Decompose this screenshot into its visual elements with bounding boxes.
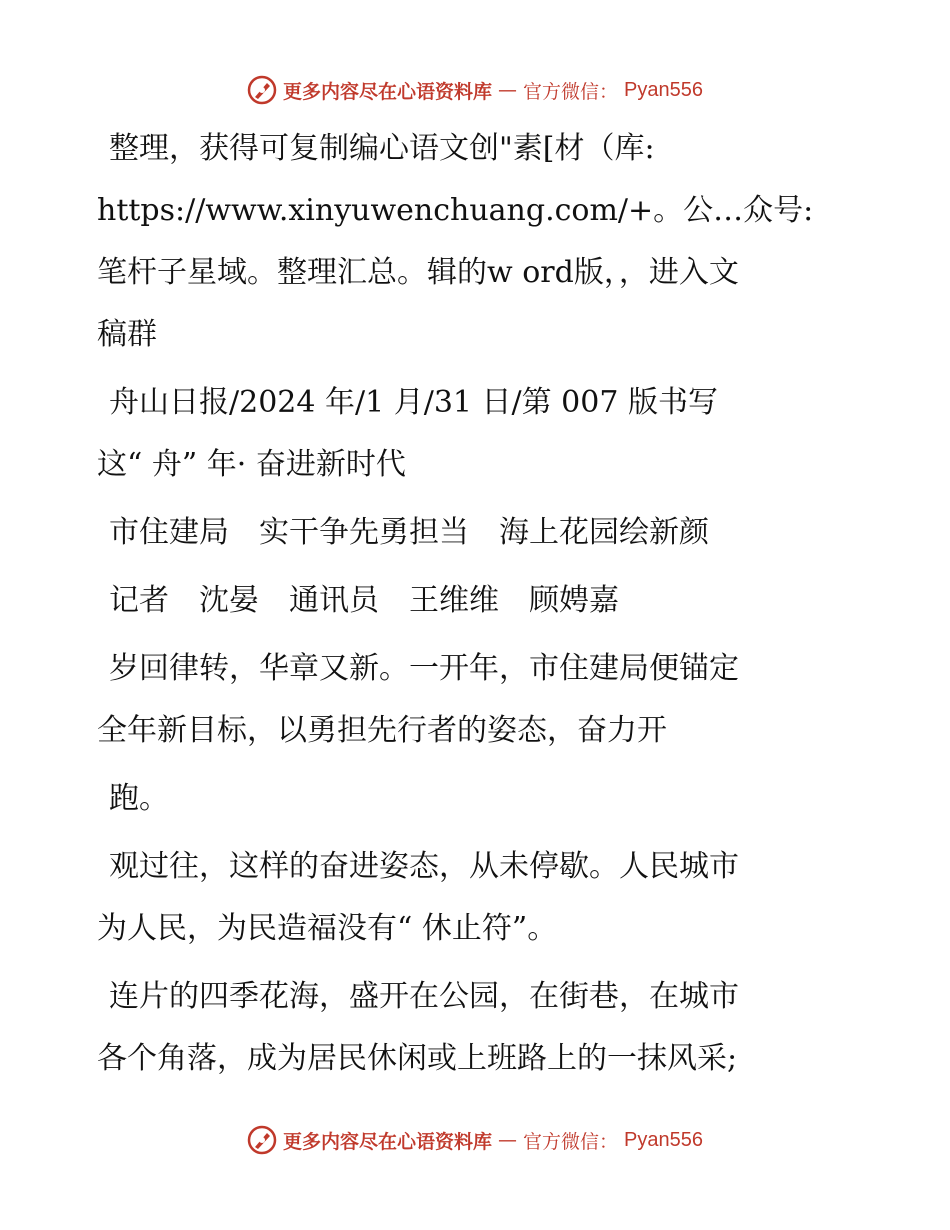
paragraph-dateline [97,372,857,496]
watermark-banner-bottom [0,1120,950,1160]
text-line: 记者 沈晏 通讯员 王维维 顾娉嘉 [109,583,619,618]
banner-wechat-id: Pyan556 [624,1128,703,1151]
pen-logo-icon [247,75,277,105]
text-line: 市住建局 实干争先勇担当 海上花园绘新颜 [109,515,709,550]
banner-wechat-label: 官方微信： [523,1130,619,1153]
banner-title: 更多内容尽在心语资料库 [283,80,493,103]
text-line: 为人民，为民造福没有“ 休止符”。 [97,911,558,946]
paragraph-headline [97,502,857,564]
text-line: 各个角落，成为居民休闲或上班路上的一抹风采; [97,1041,738,1076]
pen-logo-icon [247,1125,277,1155]
watermark-banner-top [0,70,950,110]
text-line: 岁回律转，华章又新。一开年，市住建局便锚定 [109,651,739,686]
text-line: 稿群 [97,317,157,352]
text-line: 连片的四季花海，盛开在公园，在街巷，在城市 [109,979,739,1014]
text-line: 观过往，这样的奋进姿态，从未停歇。人民城市 [109,849,739,884]
text-line: 舟山日报/2024 年/1 月/31 日/第 007 版书写 [109,385,718,420]
banner-wechat-id: Pyan556 [624,78,703,101]
text-line: 这“ 舟” 年· 奋进新时代 [97,447,406,482]
text-line: 整理，获得可复制编心语文创"素[材（库: [109,131,655,166]
banner-dash: — [498,1129,518,1151]
paragraph-body-1 [97,638,857,762]
paragraph-body-2 [97,768,857,830]
banner-title: 更多内容尽在心语资料库 [283,1130,493,1153]
paragraph-body-3 [97,836,857,960]
paragraph-body-4 [97,966,857,1090]
paragraph-source-note [97,118,857,366]
paragraph-byline [97,570,857,632]
text-line: 全年新目标，以勇担先行者的姿态，奋力开 [97,713,667,748]
banner-wechat-label: 官方微信： [523,80,619,103]
banner-dash: — [498,79,518,101]
text-line: https://www.xinyuwenchuang.com/+。公…众号: [97,193,814,228]
document-body [97,118,857,1096]
text-line: 跑。 [109,781,169,816]
text-line: 笔杆子星域。整理汇总。辑的w ord版，，进入文 [97,255,739,290]
